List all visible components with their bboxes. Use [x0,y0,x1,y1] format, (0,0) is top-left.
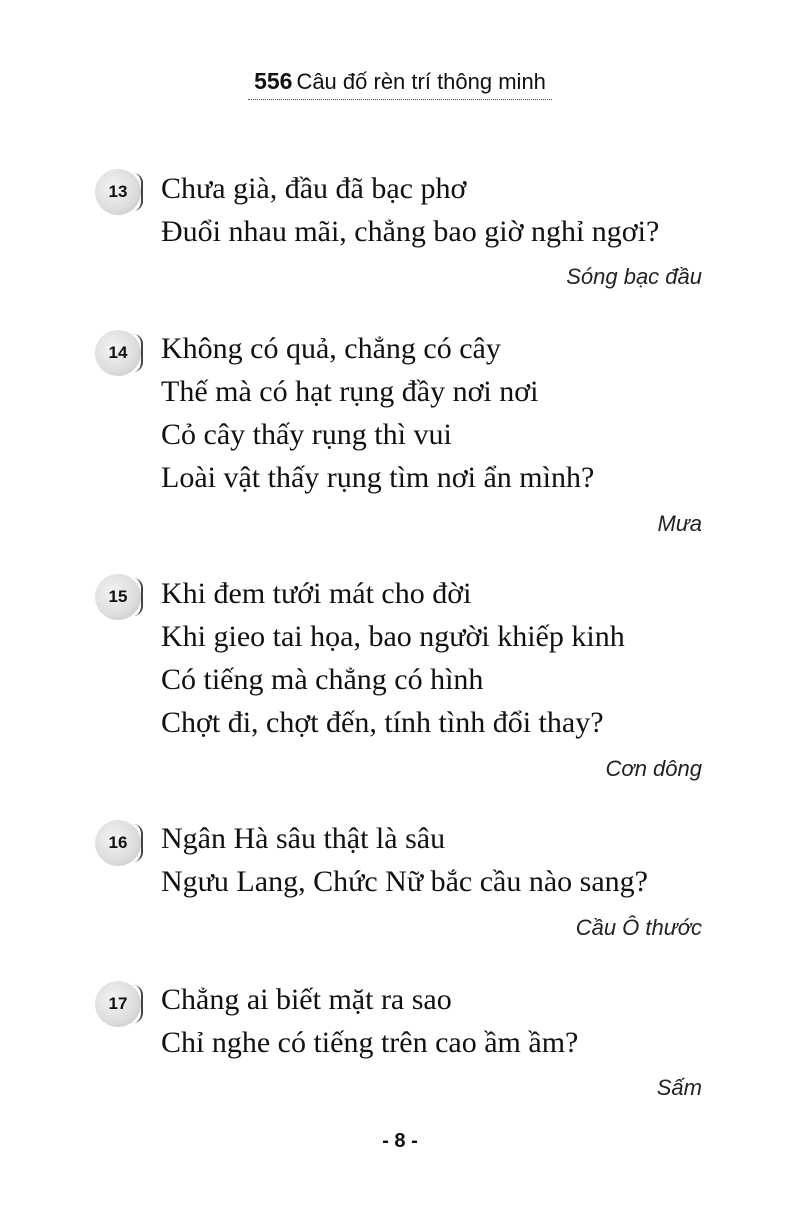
running-header [0,66,800,97]
riddle-line: Chẳng ai biết mặt ra sao [161,983,452,1016]
riddle-line: Chợt đi, chợt đến, tính tình đổi thay? [161,706,604,739]
riddle-answer: Mưa [657,511,702,536]
riddle-answer: Cầu Ô thước [575,915,702,940]
riddle-number-badge: 13 [95,169,141,215]
riddle-number-badge: 15 [95,574,141,620]
header-rule [248,99,552,100]
riddle-line: Không có quả, chẳng có cây [161,332,501,365]
riddle-line: Chỉ nghe có tiếng trên cao ầm ầm? [161,1026,579,1059]
riddle-line: Có tiếng mà chẳng có hình [161,663,484,696]
riddle-text [161,327,594,499]
riddle-text [161,167,659,253]
riddle-line: Thế mà có hạt rụng đầy nơi nơi [161,375,539,408]
riddle-line: Ngưu Lang, Chức Nữ bắc cầu nào sang? [161,865,648,898]
riddle-text [161,978,578,1064]
book-number: 556 [254,68,293,94]
book-title: Câu đố rèn trí thông minh [296,69,546,94]
riddle-line: Khi đem tưới mát cho đời [161,577,472,610]
riddle-answer: Sóng bạc đầu [566,264,702,289]
riddle-number-badge: 14 [95,330,141,376]
riddle-text [161,572,625,744]
riddle-text [161,817,648,903]
riddle-line: Đuổi nhau mãi, chẳng bao giờ nghỉ ngơi? [161,215,660,248]
riddle-number-badge: 16 [95,820,141,866]
page-number: - 8 - [382,1130,418,1152]
riddle-answer: Cơn dông [605,756,702,781]
riddle-line: Cỏ cây thấy rụng thì vui [161,418,452,451]
riddle-answer: Sấm [656,1075,702,1100]
riddle-line: Khi gieo tai họa, bao người khiếp kinh [161,620,625,653]
riddle-number-badge: 17 [95,981,141,1027]
riddle-line: Chưa già, đầu đã bạc phơ [161,172,467,205]
riddle-line: Ngân Hà sâu thật là sâu [161,822,446,855]
riddle-line: Loài vật thấy rụng tìm nơi ẩn mình? [161,461,595,494]
